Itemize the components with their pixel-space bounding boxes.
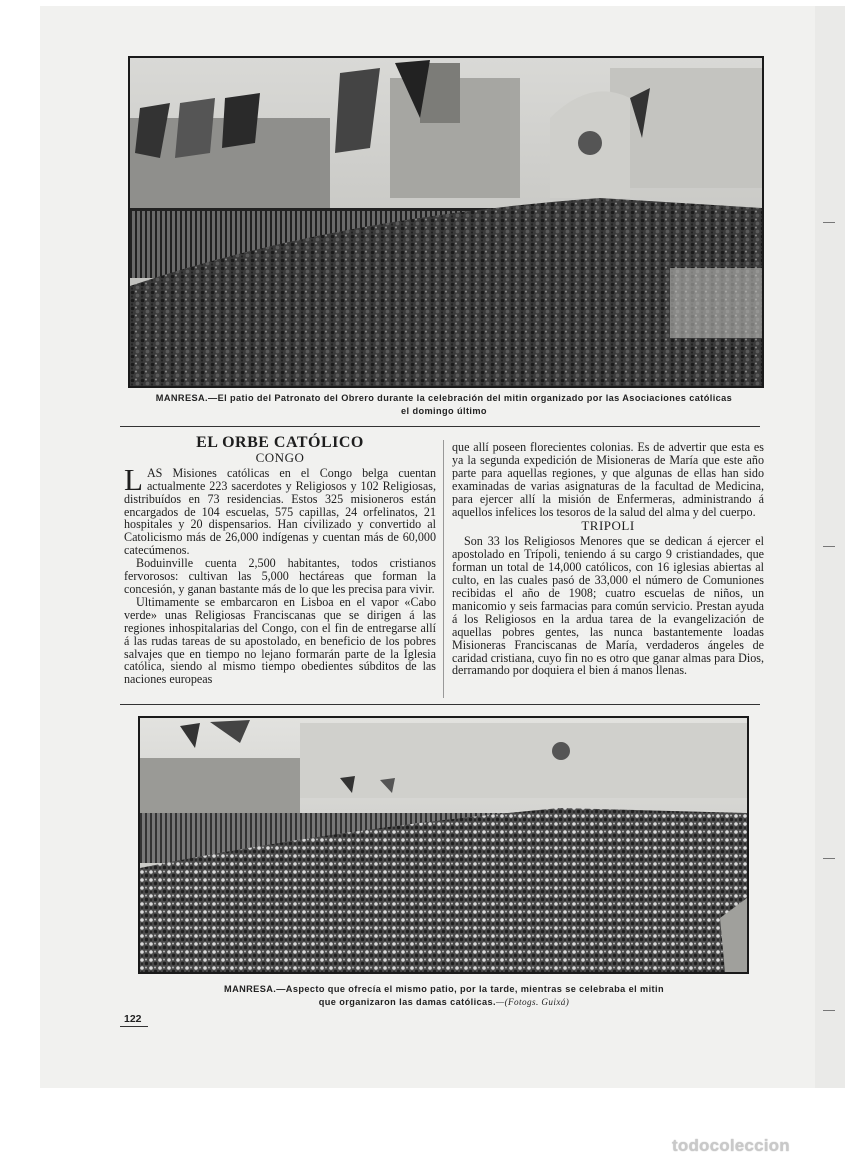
margin-mark (823, 546, 835, 547)
margin-mark (823, 222, 835, 223)
page-edge (815, 6, 845, 1088)
top-photo-caption (128, 392, 760, 418)
caption-text-line2: que organizaron las damas católicas. (318, 997, 496, 1007)
bottom-photo-caption (128, 983, 760, 1009)
paragraph: Ultimamente se embarcaron en Lisboa en el vapor «Cabo verde» unas Religiosas Franciscanas que se dirigen á las regiones inhospitalarias del Congo, con el fin de entregarse allí á las rudas tareas de su apostolado, en beneficio de los pobres salvajes que en tiempo no lejano formarán parte de la Iglesia católica, siendo al mismo tiempo obedientes súbditos de las naciones europeas (124, 594, 436, 687)
column-separator (443, 440, 444, 698)
paragraph: Boduinville cuenta 2,500 habitantes, todos cristianos fervorosos: cultivan las 5,000 hectáreas que forman la concesión, y ganan bastante más de lo que les precisa para vivir. (124, 556, 436, 596)
divider (120, 426, 760, 427)
caption-place: MANRESA. (224, 984, 277, 994)
drop-cap: L (124, 461, 143, 497)
paragraph: que allí poseen florecientes colonias. Es de advertir que esta es ya la segunda expedición de Misioneras de María que este año parte para aquellas regiones, y que algunas de ellas han sido examinadas de varias asignaturas de la facultad de Medicina, para ejercer allí la misión de Enfermeras, administrando á aquellos infelices los tesoros de la salud del alma y del cuerpo. (452, 440, 764, 519)
photo-credit: —(Fotogs. Guixá) (496, 997, 570, 1007)
crowd-in-courtyard-afternoon-image (140, 718, 747, 972)
section-heading-congo: CONGO (255, 449, 305, 465)
caption-place: MANRESA. (155, 393, 208, 403)
article-left-column (124, 434, 436, 687)
paragraph-text: Misiones católicas en el Congo belga cuentan actualmente 223 sacerdotes y Religiosos y 102 Religiosas, distribuídos en 73 residencias. Estos 325 misioneros están encargados de 104 escuelas, 575 capillas, 24 orfelinatos, 21 hospitales y 20 dispensarios. Han civilizado y convertido al Catolicismo más de 26,000 indígenas y cuentan más de 60,000 catecúmenos. (124, 465, 436, 558)
page-number-underline (120, 1026, 148, 1027)
bottom-photograph (138, 716, 749, 974)
top-photograph (128, 56, 764, 388)
caption-text: —El patio del Patronato del Obrero durante la celebración del mitin organizado por las Asociaciones católicas (208, 393, 733, 403)
article-headline: EL ORBE CATÓLICO (196, 434, 364, 451)
crowd-in-courtyard-image (130, 58, 762, 386)
caption-text: —Aspecto que ofrecía el mismo patio, por la tarde, mientras se celebraba el mitin (276, 984, 664, 994)
margin-mark (823, 858, 835, 859)
section-heading-tripoli: TRIPOLI (581, 518, 635, 534)
paragraph-lead: AS (146, 465, 163, 480)
paragraph: Son 33 los Religiosos Menores que se dedican á ejercer el apostolado en Trípoli, teniendo á su cargo 9 cristiandades, que forman un total de 14,000 católicos, con 16 iglesias abiertas al culto, en las cuales pasó de 33,000 el número de Comuniones recibidas el año de 1908; cuatro escuelas de niños, un manicomio y seis farmacias para común servicio. Prestan ayuda á los Religiosos en la ardua tarea de la evangelización de aquellas pobres gentes, las nunca bastantemente loadas Misioneras Franciscanas de María, verdaderos ángeles de caridad cristiana, cuyo fin no es otro que ganar almas para Dios, derramando por doquiera el bien á manos llenas. (452, 534, 764, 678)
divider (120, 704, 760, 705)
margin-mark (823, 1010, 835, 1011)
watermark-text: todocoleccion (672, 1136, 790, 1155)
scan-margin (0, 1088, 850, 1169)
article-right-column (452, 441, 764, 677)
paragraph (124, 461, 436, 558)
caption-text-line2: el domingo último (401, 406, 487, 416)
page-number: 122 (124, 1013, 142, 1025)
